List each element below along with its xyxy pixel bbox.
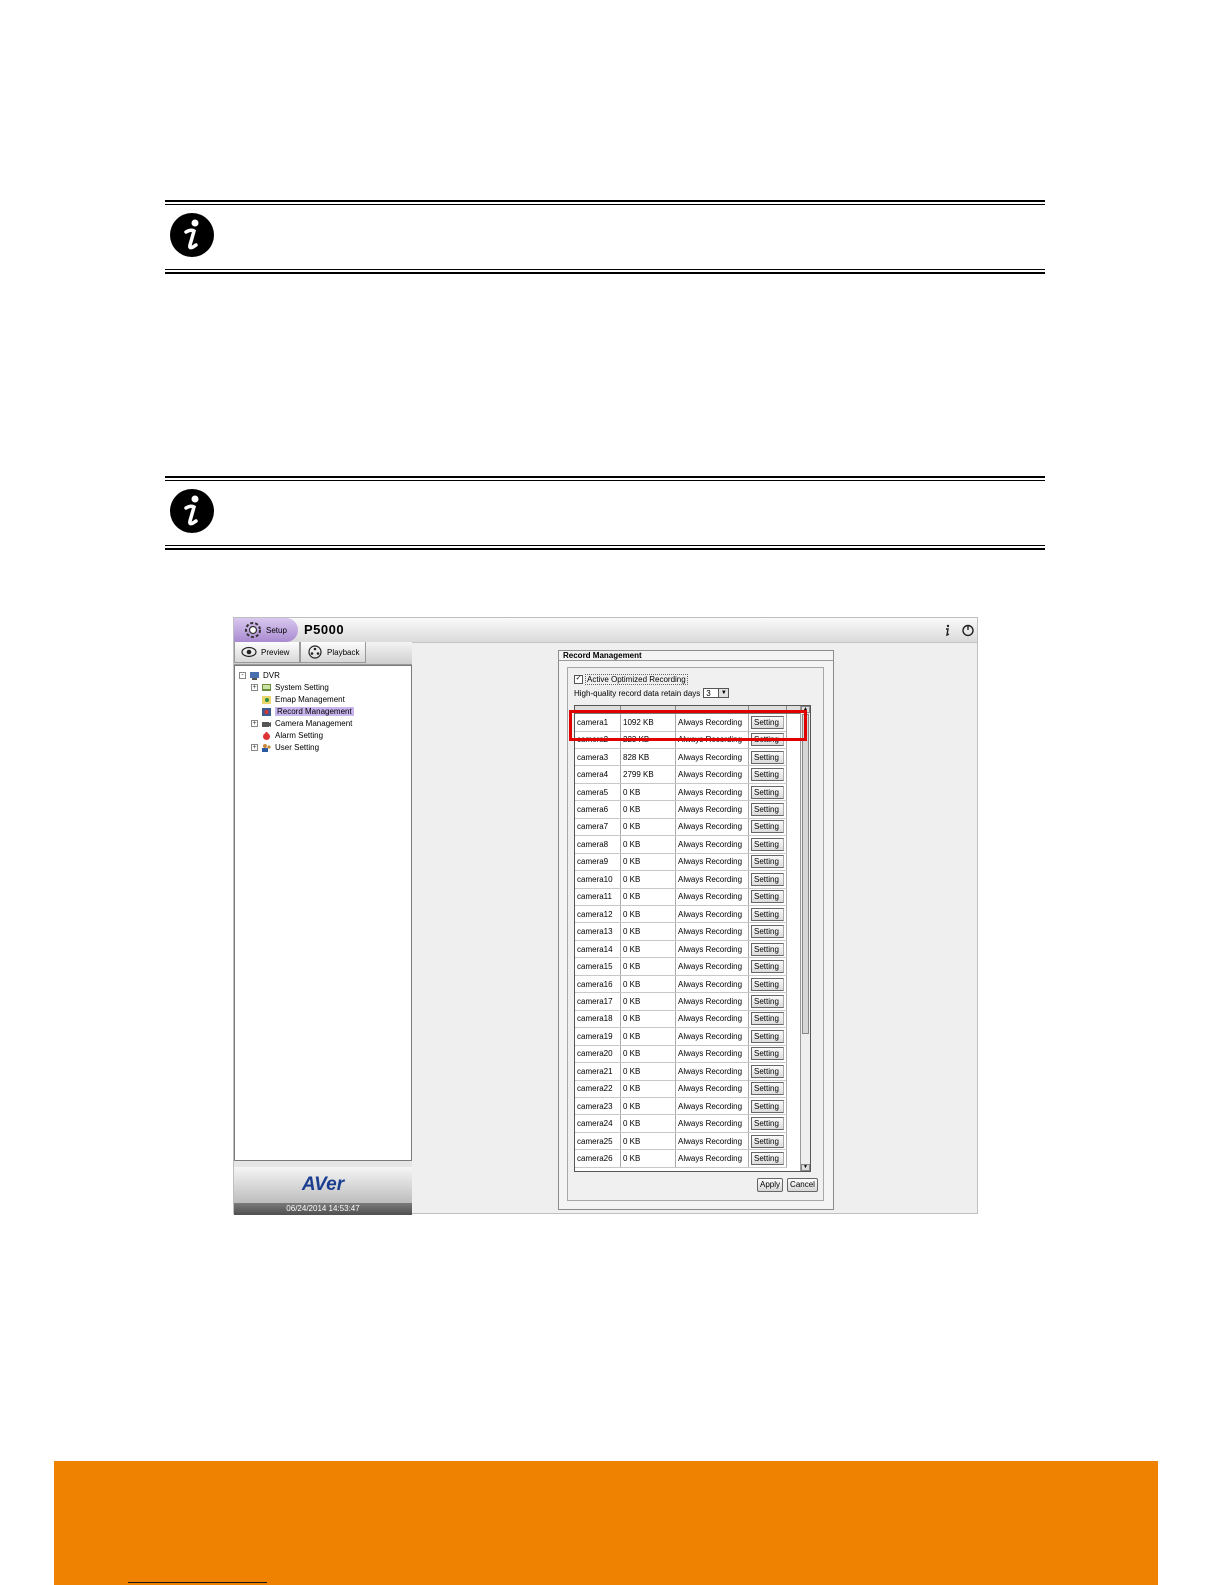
setting-button[interactable]: Setting	[751, 768, 784, 781]
tree-item-label: Alarm Setting	[275, 731, 324, 740]
camera-icon	[261, 719, 272, 729]
tree-item-camera-management[interactable]	[251, 718, 352, 729]
camera-name-cell: camera21	[575, 1063, 621, 1080]
tree-item-label: Emap Management	[275, 695, 345, 704]
info-note-icon	[169, 488, 215, 534]
bitrate-cell: 0 KB	[621, 1011, 676, 1028]
table-row	[575, 958, 787, 976]
setting-button[interactable]: Setting	[751, 803, 784, 816]
camera-name-cell: camera5	[575, 784, 621, 801]
retain-days-select[interactable]	[703, 688, 729, 698]
table-row	[575, 1028, 787, 1046]
record-mode-cell: Always Recording	[676, 993, 749, 1010]
bitrate-cell: 0 KB	[621, 923, 676, 940]
camera-name-cell: camera17	[575, 993, 621, 1010]
record-mode-cell: Always Recording	[676, 1046, 749, 1063]
setting-cell	[749, 766, 787, 783]
system-icon	[261, 683, 272, 693]
bitrate-cell: 0 KB	[621, 976, 676, 993]
table-row	[575, 836, 787, 854]
highlight-box	[569, 710, 807, 741]
bitrate-cell: 0 KB	[621, 1133, 676, 1150]
scrollbar-thumb[interactable]	[802, 714, 809, 1034]
info-icon[interactable]	[940, 623, 954, 637]
record-mode-cell: Always Recording	[676, 766, 749, 783]
tree-item-alarm-setting[interactable]	[261, 730, 323, 741]
setting-cell	[749, 1080, 787, 1097]
setting-cell	[749, 993, 787, 1010]
setting-cell	[749, 976, 787, 993]
active-optimized-row	[574, 674, 688, 685]
table-row	[575, 1080, 787, 1098]
record-mode-cell: Always Recording	[676, 1133, 749, 1150]
table-row	[575, 1046, 787, 1064]
table-row	[575, 923, 787, 941]
nvr-app-window	[233, 617, 978, 1214]
bitrate-cell: 1092 KB	[621, 714, 676, 731]
left-pane	[234, 642, 412, 1213]
setting-button[interactable]: Setting	[751, 1152, 784, 1165]
setting-cell	[749, 1028, 787, 1045]
setting-button[interactable]: Setting	[751, 1030, 784, 1043]
bitrate-cell: 0 KB	[621, 871, 676, 888]
record-mode-cell: Always Recording	[676, 1080, 749, 1097]
record-mode-cell: Always Recording	[676, 731, 749, 748]
setting-cell	[749, 1133, 787, 1150]
setting-cell	[749, 1150, 787, 1167]
camera-name-cell: camera1	[575, 714, 621, 731]
camera-name-cell: camera16	[575, 976, 621, 993]
bitrate-cell: 0 KB	[621, 1115, 676, 1132]
setting-cell	[749, 749, 787, 766]
setting-cell	[749, 906, 787, 923]
setting-cell	[749, 1011, 787, 1028]
gear-icon	[244, 621, 262, 639]
bitrate-cell: 0 KB	[621, 941, 676, 958]
camera-name-cell: camera18	[575, 1011, 621, 1028]
tree-item-label: Record Management	[277, 707, 352, 716]
setting-button[interactable]: Setting	[751, 1135, 784, 1148]
bitrate-cell: 0 KB	[621, 1063, 676, 1080]
setting-button[interactable]: Setting	[751, 1117, 784, 1130]
bitrate-cell: 0 KB	[621, 836, 676, 853]
retain-days-label: High-quality record data retain days	[574, 688, 701, 698]
table-row	[575, 941, 787, 959]
eye-icon	[241, 645, 257, 659]
camera-name-cell: camera9	[575, 854, 621, 871]
record-mode-cell: Always Recording	[676, 749, 749, 766]
tree-item-record-management[interactable]	[261, 706, 354, 717]
bitrate-cell: 0 KB	[621, 784, 676, 801]
camera-name-cell: camera6	[575, 801, 621, 818]
setting-cell	[749, 941, 787, 958]
bitrate-cell: 0 KB	[621, 854, 676, 871]
table-row	[575, 1150, 787, 1168]
cancel-button[interactable]: Cancel	[787, 1178, 818, 1192]
setting-cell	[749, 784, 787, 801]
table-row	[575, 784, 787, 802]
record-mode-cell: Always Recording	[676, 1011, 749, 1028]
tree-item-label: DVR	[263, 671, 280, 680]
record-mode-cell: Always Recording	[676, 871, 749, 888]
setting-button[interactable]: Setting	[751, 716, 784, 729]
record-settings-group	[567, 667, 824, 1201]
note-block-1	[165, 200, 1045, 274]
setting-cell	[749, 1046, 787, 1063]
tab-playback[interactable]	[300, 642, 366, 663]
film-reel-icon	[307, 645, 323, 659]
setting-cell	[749, 854, 787, 871]
setting-button[interactable]: Setting	[751, 1100, 784, 1113]
setting-button[interactable]: Setting	[751, 873, 784, 886]
table-row	[575, 1063, 787, 1081]
scroll-up-icon[interactable]: ▲	[801, 706, 810, 713]
record-mode-cell: Always Recording	[676, 819, 749, 836]
bitrate-cell: 2799 KB	[621, 766, 676, 783]
setting-cell	[749, 819, 787, 836]
setting-button[interactable]: Setting	[751, 786, 784, 799]
table-row	[575, 1115, 787, 1133]
setting-button[interactable]: Setting	[751, 1065, 784, 1078]
tab-preview-label: Preview	[261, 647, 290, 657]
setup-tab-label: Setup	[266, 625, 287, 635]
setting-cell	[749, 958, 787, 975]
bitrate-cell: 223 KB	[621, 731, 676, 748]
camera-name-cell: camera24	[575, 1115, 621, 1132]
setting-cell	[749, 1063, 787, 1080]
setting-button[interactable]: Setting	[751, 1082, 784, 1095]
setting-button[interactable]: Setting	[751, 995, 784, 1008]
record-mode-cell: Always Recording	[676, 923, 749, 940]
table-row	[575, 871, 787, 889]
note-block-2	[165, 476, 1045, 550]
tree-item-user-setting[interactable]	[251, 742, 319, 753]
aver-logo: AVer	[301, 1174, 345, 1195]
camera-name-cell: camera10	[575, 871, 621, 888]
bitrate-cell: 0 KB	[621, 1046, 676, 1063]
bitrate-cell: 0 KB	[621, 1028, 676, 1045]
setting-cell	[749, 1115, 787, 1132]
tab-playback-label: Playback	[327, 647, 360, 657]
datetime-display: 06/24/2014 14:53:47	[234, 1203, 412, 1215]
tree-item-label: Camera Management	[275, 719, 353, 728]
brand-bar	[234, 1167, 412, 1203]
table-row	[575, 749, 787, 767]
table-row	[575, 889, 787, 907]
record-mode-cell: Always Recording	[676, 854, 749, 871]
record-mode-cell: Always Recording	[676, 801, 749, 818]
setup-tab[interactable]	[234, 618, 298, 642]
record-mode-cell: Always Recording	[676, 836, 749, 853]
setting-button[interactable]: Setting	[751, 820, 784, 833]
record-mode-cell: Always Recording	[676, 976, 749, 993]
table-row	[575, 819, 787, 837]
camera-name-cell: camera14	[575, 941, 621, 958]
bitrate-cell: 828 KB	[621, 749, 676, 766]
table-row	[575, 1098, 787, 1116]
camera-name-cell: camera3	[575, 749, 621, 766]
camera-name-cell: camera7	[575, 819, 621, 836]
panel-title: Record Management	[559, 651, 833, 661]
bitrate-cell: 0 KB	[621, 993, 676, 1010]
active-optimized-checkbox[interactable]: ✓	[575, 675, 582, 682]
map-icon	[261, 695, 272, 705]
tree-item-emap-management[interactable]	[261, 694, 345, 705]
bitrate-cell: 0 KB	[621, 958, 676, 975]
camera-name-cell: camera15	[575, 958, 621, 975]
setting-button[interactable]: Setting	[751, 1012, 784, 1025]
setting-cell	[749, 871, 787, 888]
record-mode-cell: Always Recording	[676, 784, 749, 801]
record-mode-cell: Always Recording	[676, 1150, 749, 1167]
record-mode-cell: Always Recording	[676, 1028, 749, 1045]
record-icon	[261, 707, 272, 717]
table-row	[575, 1011, 787, 1029]
camera-name-cell: camera25	[575, 1133, 621, 1150]
bitrate-cell: 0 KB	[621, 1080, 676, 1097]
table-scrollbar[interactable]	[800, 706, 810, 1171]
setting-button[interactable]: Setting	[751, 838, 784, 851]
setting-button[interactable]: Setting	[751, 890, 784, 903]
setting-button[interactable]: Setting	[751, 960, 784, 973]
title-bar	[234, 618, 977, 643]
collapse-icon[interactable]: -	[239, 672, 246, 679]
table-row	[575, 976, 787, 994]
tree-item-label: User Setting	[275, 743, 320, 752]
record-mode-cell: Always Recording	[676, 1098, 749, 1115]
dropdown-arrow-icon[interactable]: ▼	[718, 689, 728, 697]
expand-icon[interactable]: +	[252, 720, 257, 727]
tab-preview[interactable]	[234, 642, 300, 663]
camera-name-cell: camera22	[575, 1080, 621, 1097]
bitrate-cell: 0 KB	[621, 1098, 676, 1115]
dvr-icon	[249, 671, 260, 681]
record-mode-cell: Always Recording	[676, 958, 749, 975]
nav-tabs	[234, 642, 412, 665]
setting-cell	[749, 801, 787, 818]
expand-icon[interactable]: +	[252, 744, 257, 751]
footer-underline	[128, 1582, 267, 1583]
setup-tree	[234, 665, 412, 1161]
power-icon[interactable]	[961, 623, 975, 637]
setting-cell	[749, 1098, 787, 1115]
table-row	[575, 906, 787, 924]
setting-button[interactable]: Setting	[751, 855, 784, 868]
setting-button[interactable]: Setting	[751, 908, 784, 921]
setting-button[interactable]: Setting	[751, 943, 784, 956]
expand-icon[interactable]: +	[252, 684, 257, 691]
retain-days-value: 3	[706, 689, 711, 698]
camera-name-cell: camera2	[575, 731, 621, 748]
camera-name-cell: camera8	[575, 836, 621, 853]
record-mode-cell: Always Recording	[676, 714, 749, 731]
bitrate-cell: 0 KB	[621, 889, 676, 906]
scroll-down-icon[interactable]: ▼	[801, 1164, 810, 1171]
camera-name-cell: camera4	[575, 766, 621, 783]
retain-days-row	[574, 688, 729, 698]
camera-name-cell: camera19	[575, 1028, 621, 1045]
active-optimized-label: Active Optimized Recording	[587, 675, 686, 684]
setting-cell	[749, 836, 787, 853]
table-row	[575, 801, 787, 819]
table-row	[575, 766, 787, 784]
record-mode-cell: Always Recording	[676, 906, 749, 923]
app-title: P5000	[304, 622, 345, 637]
footer-band	[54, 1461, 1158, 1585]
setting-button[interactable]: Setting	[751, 1047, 784, 1060]
table-row	[575, 1133, 787, 1151]
tree-item-dvr[interactable]	[239, 670, 280, 681]
camera-name-cell: camera20	[575, 1046, 621, 1063]
users-icon	[261, 743, 272, 753]
setting-button[interactable]: Setting	[751, 978, 784, 991]
bitrate-cell: 0 KB	[621, 819, 676, 836]
table-row	[575, 993, 787, 1011]
setting-button[interactable]: Setting	[751, 733, 784, 746]
camera-name-cell: camera12	[575, 906, 621, 923]
tree-item-label: System Setting	[275, 683, 329, 692]
setting-cell	[749, 889, 787, 906]
setting-cell	[749, 923, 787, 940]
record-mode-cell: Always Recording	[676, 1115, 749, 1132]
camera-record-table	[574, 705, 811, 1172]
record-mode-cell: Always Recording	[676, 941, 749, 958]
camera-name-cell: camera11	[575, 889, 621, 906]
info-note-icon	[169, 212, 215, 258]
setting-button[interactable]: Setting	[751, 925, 784, 938]
setting-button[interactable]: Setting	[751, 751, 784, 764]
apply-button[interactable]: Apply	[757, 1178, 783, 1192]
camera-name-cell: camera23	[575, 1098, 621, 1115]
bitrate-cell: 0 KB	[621, 1150, 676, 1167]
table-row	[575, 854, 787, 872]
bitrate-cell: 0 KB	[621, 906, 676, 923]
tree-item-system-setting[interactable]	[251, 682, 329, 693]
camera-name-cell: camera13	[575, 923, 621, 940]
record-mode-cell: Always Recording	[676, 1063, 749, 1080]
record-mode-cell: Always Recording	[676, 889, 749, 906]
camera-name-cell: camera26	[575, 1150, 621, 1167]
alarm-icon	[261, 731, 272, 741]
bitrate-cell: 0 KB	[621, 801, 676, 818]
